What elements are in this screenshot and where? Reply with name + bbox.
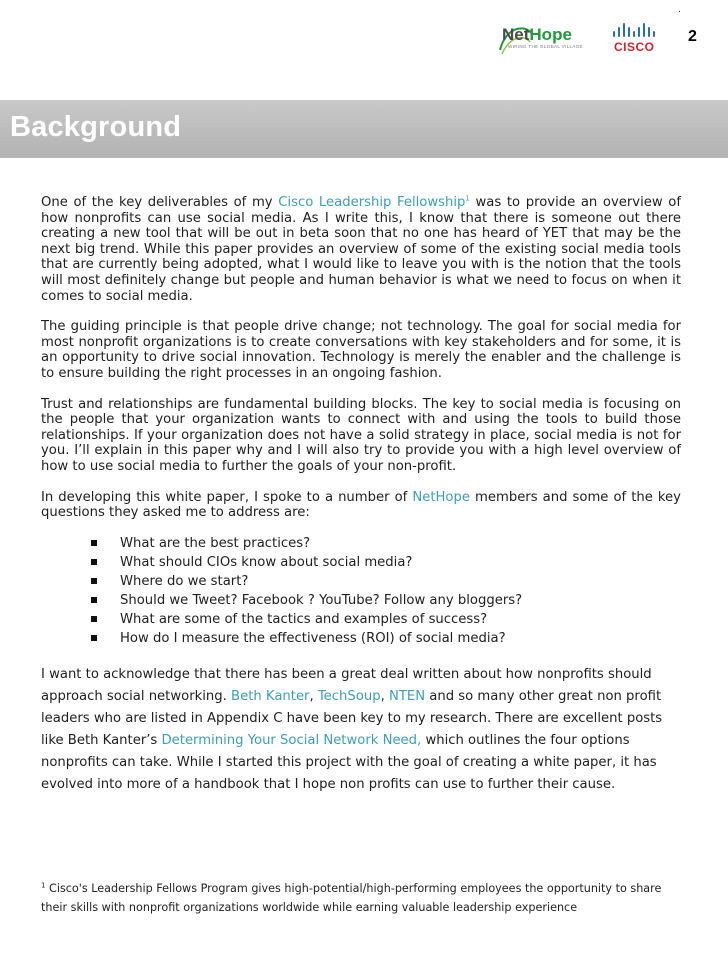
list-item xyxy=(41,553,681,572)
beth-kanter-link[interactable]: Beth Kanter xyxy=(231,688,310,704)
body-content xyxy=(41,195,681,796)
paragraph-3: Trust and relationships are fundamental building blocks. The key to social media is focusing on the people that your organization wants to connect with and using the tools to build those relationships. If your organization does not have a solid strategy in place, social media is not for you. I’ll explain in this paper why and I will also try to provide you with a high level overview of how to use social media to further the goals of your non-profit. xyxy=(41,396,681,474)
square-bullet-icon xyxy=(91,616,97,622)
list-item xyxy=(41,610,681,629)
corner-mark: . xyxy=(678,5,681,15)
question-text: What are the best practices? xyxy=(120,535,311,551)
cisco-logo xyxy=(610,20,662,56)
square-bullet-icon xyxy=(91,578,97,584)
list-item xyxy=(41,572,681,591)
question-text: Where do we start? xyxy=(120,573,249,589)
nethope-net-text: Net xyxy=(502,25,530,44)
paragraph-5 xyxy=(41,664,681,796)
page-number: 2 xyxy=(688,28,697,45)
square-bullet-icon xyxy=(91,559,97,565)
footnote-ref[interactable]: 1 xyxy=(465,194,470,203)
p1-text-b: was to provide an overview of how nonprofits can use social media. As I write this, I know that there is someone out there creating a new tool that will be out in beta soon that no one has heard of YET that may be the next big trend. While this paper provides an overview of some of the existing social media tools that are currently being adopted, what I would like to leave you with is the notion that the tools will most definitely change but people and human behavior is what we need to focus on when it comes to social media. xyxy=(41,195,682,304)
section-title: Background xyxy=(10,111,182,143)
nethope-logo xyxy=(496,20,604,56)
questions-list xyxy=(41,534,681,648)
nethope-link[interactable]: NetHope xyxy=(412,489,470,505)
cisco-bridge-icon xyxy=(610,20,662,40)
question-text: How do I measure the effectiveness (ROI) of social media? xyxy=(120,630,506,646)
nethope-wordmark xyxy=(502,25,572,45)
nethope-hope-text: Hope xyxy=(529,25,572,44)
square-bullet-icon xyxy=(91,540,97,546)
nethope-tagline: WIRING THE GLOBAL VILLAGE xyxy=(508,44,583,49)
paragraph-2: The guiding principle is that people drive change; not technology. The goal for social media for most nonprofit organizations is to create conversations with key stakeholders and for some, it is an opportunity to drive social innovation. Technology is merely the enabler and the challenge is to ensure building the right processes in an ongoing fashion. xyxy=(41,319,681,381)
list-item xyxy=(41,629,681,648)
footnote xyxy=(41,879,686,917)
cisco-fellowship-link[interactable]: Cisco Leadership Fellowship xyxy=(278,195,466,210)
list-item xyxy=(41,591,681,610)
paragraph-4 xyxy=(41,490,681,521)
p5-text-c: which outlines the four options nonprofits can take. While I started this project with the goal of creating a white paper, it has evolved into more of a handbook that I hope non profits can use to further their cause. xyxy=(41,732,657,792)
p5-text-b: and so many other great non profit leaders who are listed in Appendix C have been key to my research. There are excellent posts like Beth Kanter’s xyxy=(41,688,663,748)
techsoup-link[interactable]: TechSoup xyxy=(317,688,381,704)
p5-sep-1: , xyxy=(309,688,318,704)
cisco-wordmark: CISCO xyxy=(614,40,655,54)
p5-sep-2: , xyxy=(380,688,389,704)
p4-text-a: In developing this white paper, I spoke to a number of xyxy=(41,489,413,505)
paragraph-1 xyxy=(41,195,681,304)
footnote-marker: 1 xyxy=(41,881,46,890)
header-logos xyxy=(490,18,690,58)
square-bullet-icon xyxy=(91,597,97,603)
question-text: What are some of the tactics and examples of success? xyxy=(120,611,488,627)
question-text: What should CIOs know about social media? xyxy=(120,554,413,570)
p4-text-b: members and some of the key questions they asked me to address are: xyxy=(41,489,681,521)
footnote-text: Cisco's Leadership Fellows Program gives high-potential/high-performing employees the opportunity to share their skills with nonprofit organizations worldwide while earning valuable leadership experience xyxy=(41,882,662,914)
p1-text-a: One of the key deliverables of my xyxy=(41,195,279,210)
list-item xyxy=(41,534,681,553)
square-bullet-icon xyxy=(91,635,97,641)
question-text: Should we Tweet? Facebook ? YouTube? Follow any bloggers? xyxy=(120,592,523,608)
p5-text-a: I want to acknowledge that there has been a great deal written about how nonprofits should approach social networking. xyxy=(41,666,652,704)
social-network-need-link[interactable]: Determining Your Social Network Need, xyxy=(161,732,422,748)
nten-link[interactable]: NTEN xyxy=(388,688,426,704)
